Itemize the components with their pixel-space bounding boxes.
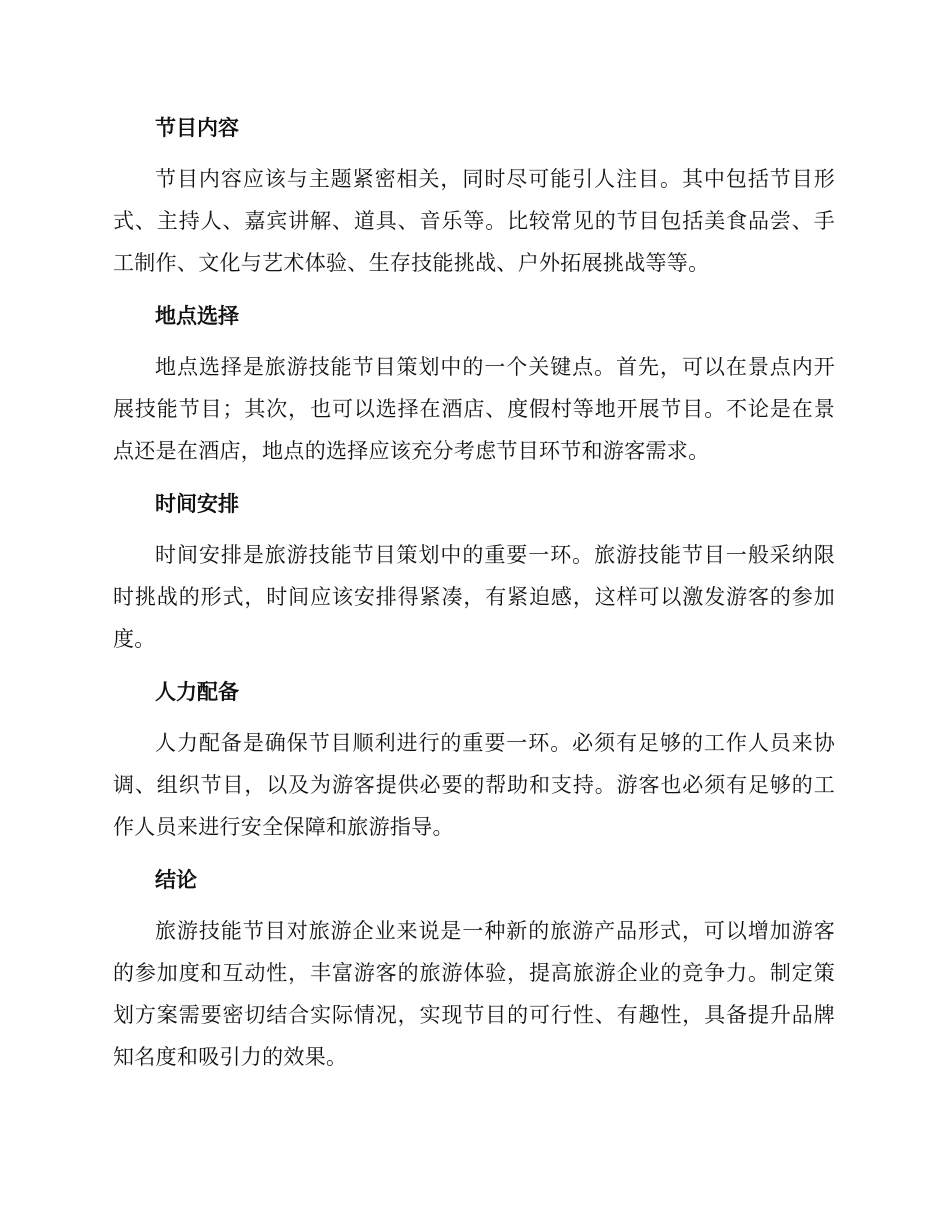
section-body-location: 地点选择是旅游技能节目策划中的一个关键点。首先，可以在景点内开展技能节目；其次，也可以选择在酒店、度假村等地开展节目。不论是在景点还是在酒店，地点的选择应该充分考虑节目环节和游客需求。 bbox=[113, 355, 835, 463]
section-heading-schedule: 时间安排 bbox=[155, 492, 239, 516]
section-body-program-content: 节目内容应该与主题紧密相关，同时尽可能引人注目。其中包括节目形式、主持人、嘉宾讲解、道具、音乐等。比较常见的节目包括美食品尝、手工制作、文化与艺术体验、生存技能挑战、户外拓展挑战等等。 bbox=[113, 167, 835, 275]
document-content bbox=[113, 108, 835, 1090]
section-body-staffing: 人力配备是确保节目顺利进行的重要一环。必须有足够的工作人员来协调、组织节目，以及为游客提供必要的帮助和支持。游客也必须有足够的工作人员来进行安全保障和旅游指导。 bbox=[113, 731, 835, 839]
section-heading-program-content: 节目内容 bbox=[155, 116, 239, 140]
section-body-schedule: 时间安排是旅游技能节目策划中的重要一环。旅游技能节目一般采纳限时挑战的形式，时间应该安排得紧凑，有紧迫感，这样可以激发游客的参加度。 bbox=[113, 543, 835, 651]
section-heading-staffing: 人力配备 bbox=[155, 680, 239, 704]
section-heading-conclusion: 结论 bbox=[155, 868, 197, 892]
section-body-conclusion: 旅游技能节目对旅游企业来说是一种新的旅游产品形式，可以增加游客的参加度和互动性，丰富游客的旅游体验，提高旅游企业的竞争力。制定策划方案需要密切结合实际情况，实现节目的可行性、有趣性，具备提升品牌知名度和吸引力的效果。 bbox=[113, 919, 835, 1069]
section-heading-location: 地点选择 bbox=[155, 304, 239, 328]
